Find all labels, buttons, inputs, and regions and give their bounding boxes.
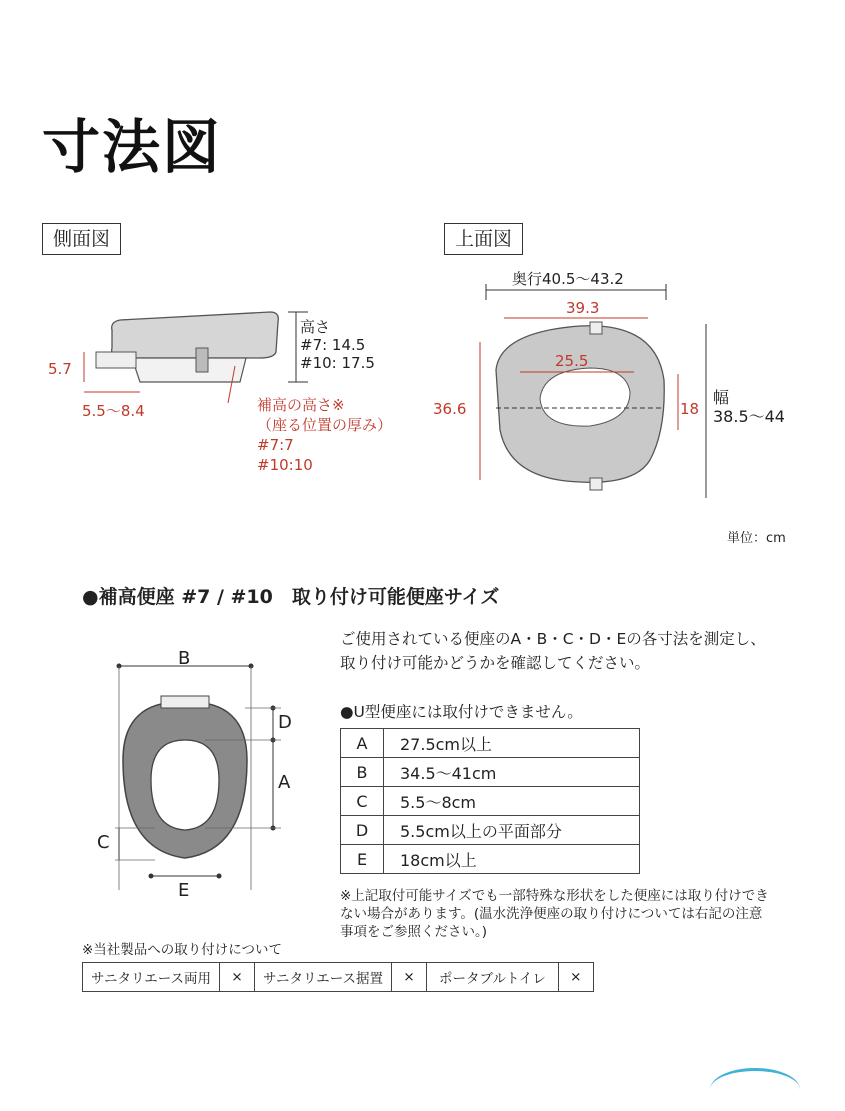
size-value: 34.5～41cm	[384, 758, 640, 787]
compat-name: サニタリエース据置	[255, 963, 392, 992]
table-row	[341, 787, 640, 816]
page-title: 寸法図	[42, 113, 223, 181]
compat-mark: ×	[392, 963, 427, 992]
dim-36-6: 36.6	[433, 400, 467, 418]
hosei-block	[257, 395, 392, 475]
depth-label: 奥行40.5～43.2	[512, 270, 624, 288]
size-value: 27.5cm以上	[384, 729, 640, 758]
table-row	[341, 729, 640, 758]
size-key: E	[341, 845, 384, 874]
dim-18: 18	[680, 400, 700, 418]
dim-range: 5.5～8.4	[82, 402, 145, 420]
size-value: 18cm以上	[384, 845, 640, 874]
u-note: ●U型便座には取付けできません。	[340, 703, 583, 721]
compat-mark: ×	[220, 963, 255, 992]
table-row	[341, 845, 640, 874]
compat-name: サニタリエース両用	[83, 963, 220, 992]
height-label: 高さ	[300, 318, 331, 336]
description: ご使用されている便座のA・B・C・D・Eの各寸法を測定し、取り付け可能かどうかを確認してください。	[340, 630, 766, 672]
side-view-label: 側面図	[42, 223, 121, 255]
compat-table	[82, 962, 594, 992]
size-key: C	[341, 787, 384, 816]
compat-title: ※当社製品への取り付けについて	[82, 942, 283, 958]
table-row	[341, 758, 640, 787]
top-view-label: 上面図	[444, 223, 523, 255]
width-label: 幅	[713, 388, 730, 407]
unit-note: 単位：cm	[727, 531, 786, 546]
hosei-10: #10:10	[257, 456, 313, 474]
seat-diagram	[95, 650, 305, 900]
size-value: 5.5～8cm	[384, 787, 640, 816]
section-title: ●補高便座 #7 / #10 取り付け可能便座サイズ	[82, 586, 500, 608]
label-a: A	[278, 772, 291, 793]
hosei-title: 補高の高さ※	[257, 396, 345, 414]
corner-decoration	[710, 1068, 800, 1111]
size-key: A	[341, 729, 384, 758]
dim-39-3: 39.3	[566, 299, 600, 317]
compat-name: ポータブルトイレ	[427, 963, 559, 992]
size-value: 5.5cm以上の平面部分	[384, 816, 640, 845]
label-e: E	[178, 880, 190, 901]
size-key: B	[341, 758, 384, 787]
hosei-7: #7:7	[257, 436, 294, 454]
footnote: ※上記取付可能サイズでも一部特殊な形状をした便座には取り付けできない場合があります。(温水洗浄便座の取り付けについては右記の注意事項をご参照ください。)	[340, 888, 769, 940]
size-key: D	[341, 816, 384, 845]
label-d: D	[278, 712, 292, 733]
hosei-sub: （座る位置の厚み）	[257, 416, 393, 434]
height-7: #7: 14.5	[300, 336, 366, 354]
width-block	[713, 388, 785, 426]
label-c: C	[97, 832, 110, 853]
compat-mark: ×	[558, 963, 593, 992]
size-table	[340, 728, 640, 874]
width-value: 38.5～44	[713, 407, 785, 426]
height-10: #10: 17.5	[300, 354, 375, 372]
dim-5-7: 5.7	[48, 360, 72, 378]
table-row	[83, 963, 594, 992]
table-row	[341, 816, 640, 845]
label-b: B	[178, 648, 191, 669]
dim-25-5: 25.5	[555, 352, 589, 370]
height-block	[300, 318, 375, 372]
